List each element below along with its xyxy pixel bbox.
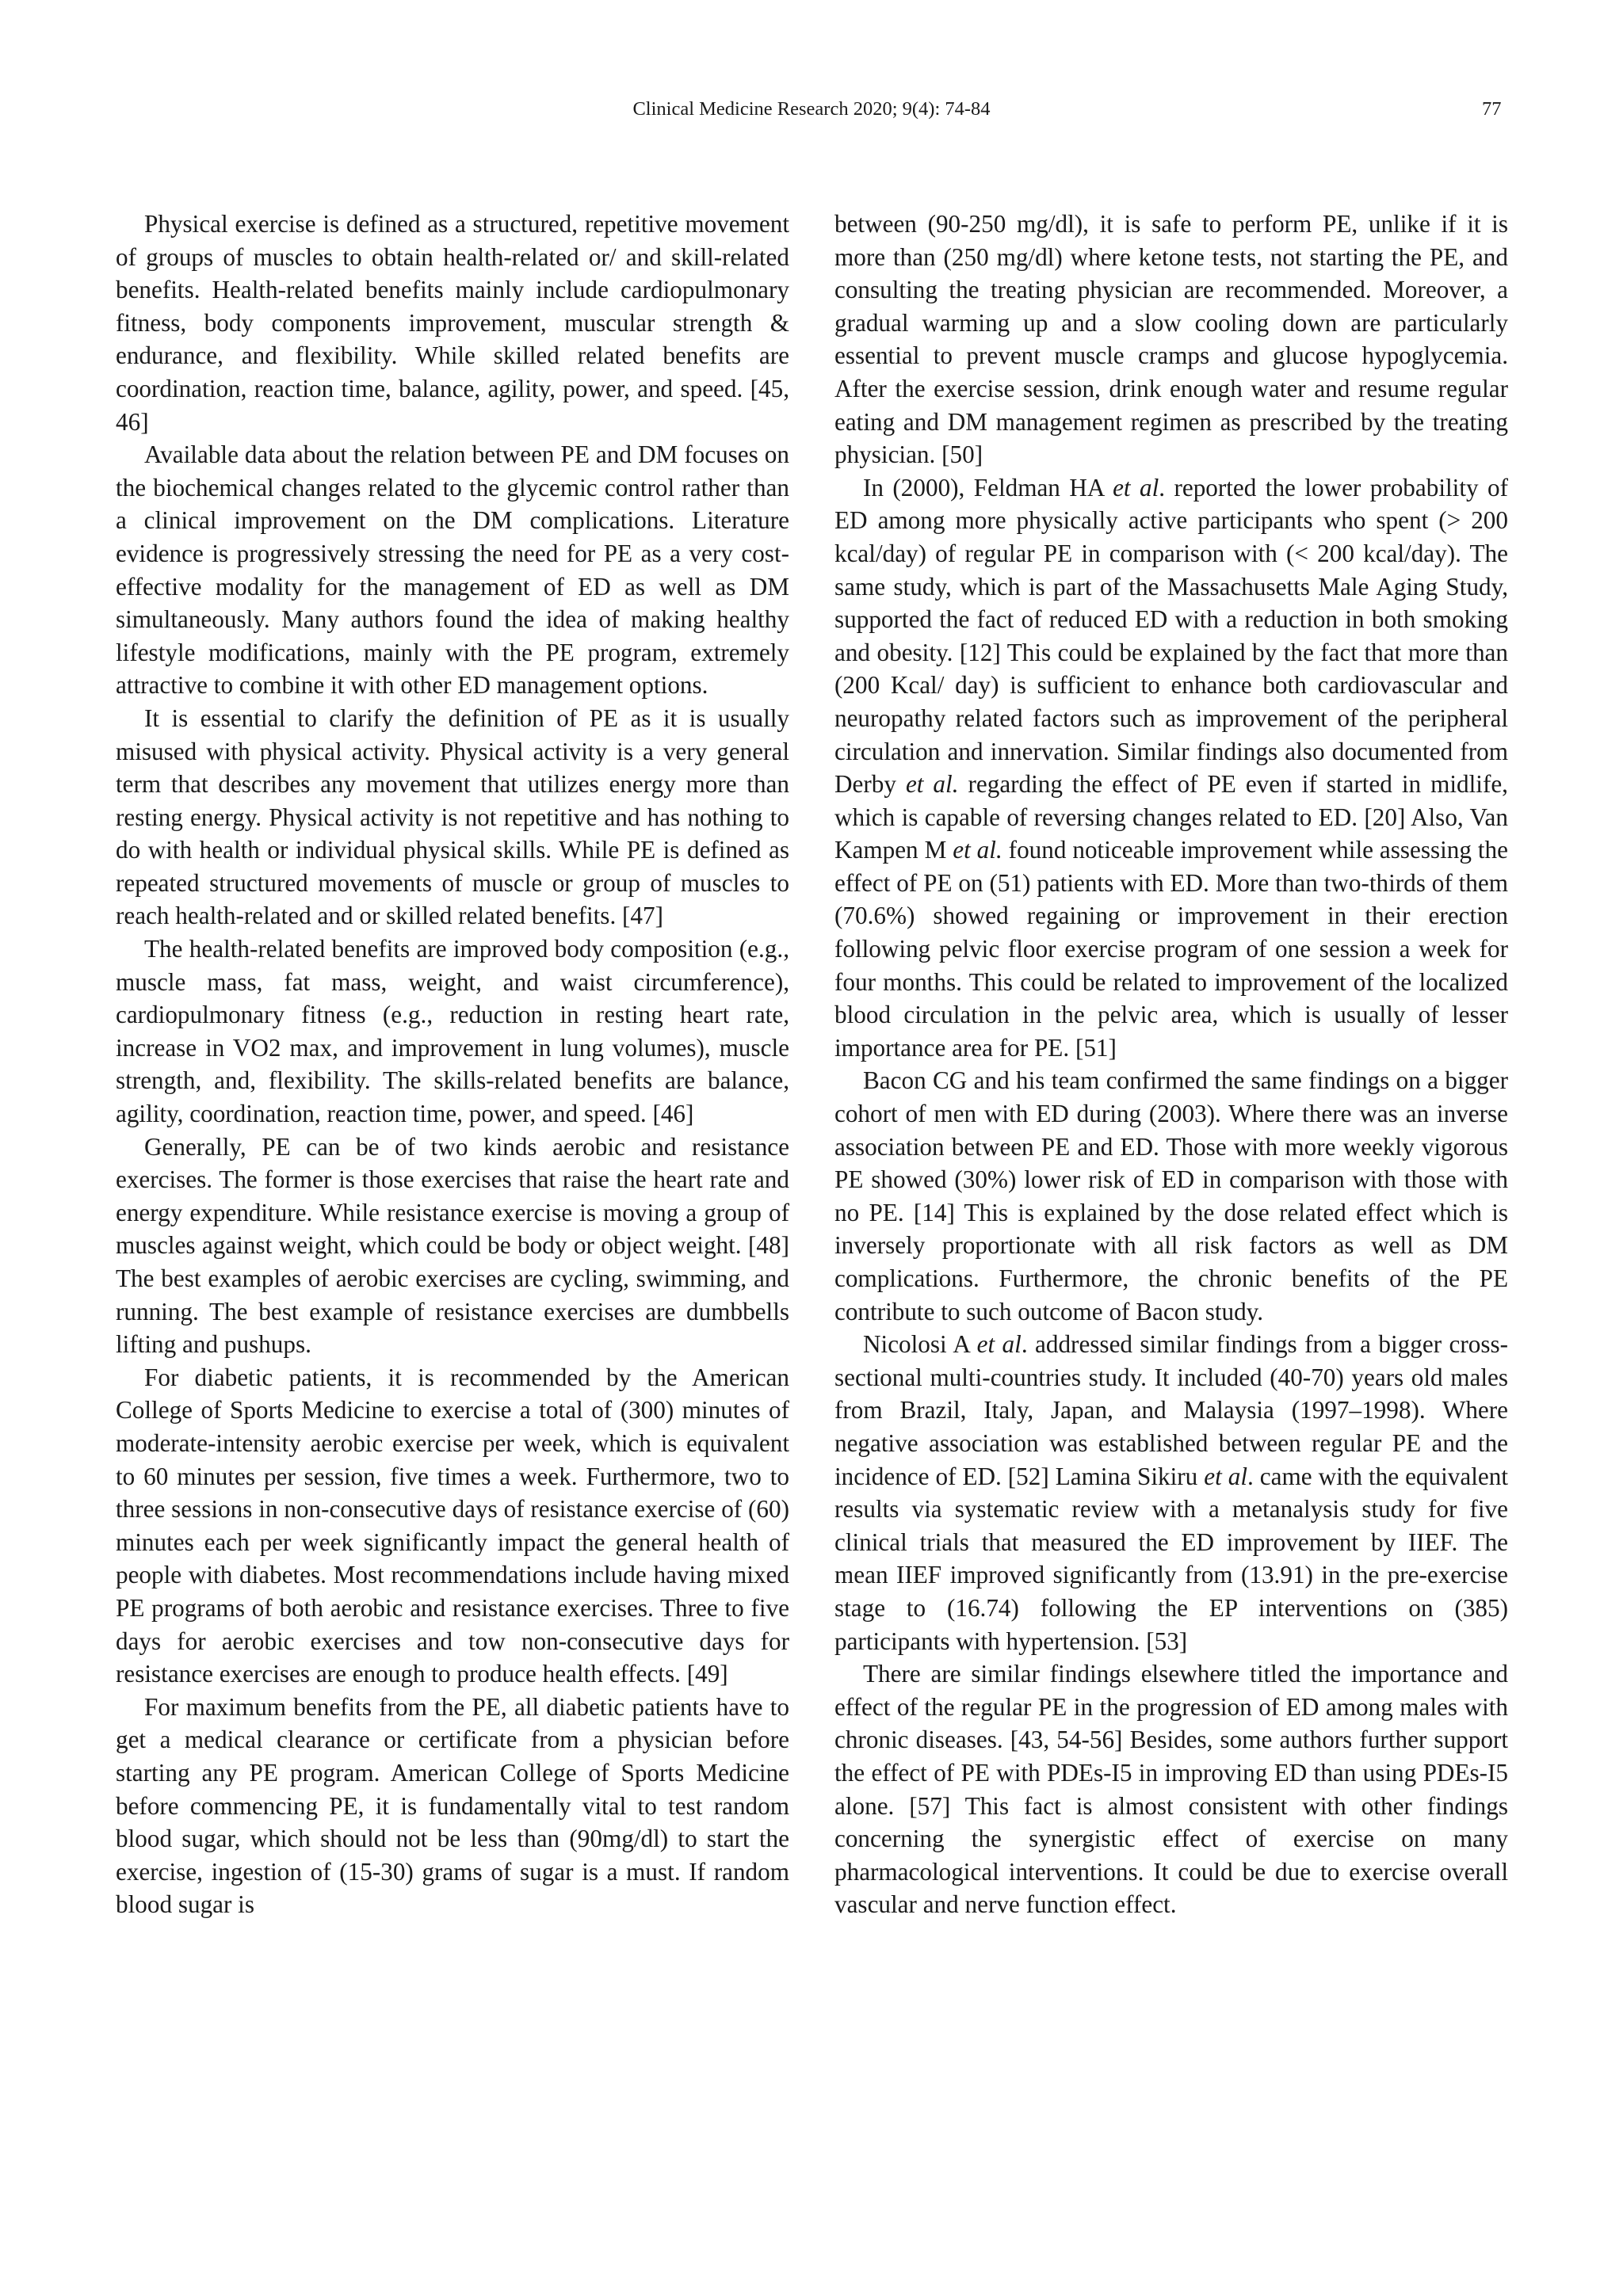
paragraph: The health-related benefits are improved body composition (e.g., muscle mass, fat mass, weight, and waist circumference), cardiopulmonary fitness (e.g., reduction in resting heart rate, increase in VO2 max, and improvement in lung volumes), muscle strength, and, flexibility. The skills-related benefits are balance, agility, coordination, reaction time, power, and speed. [46] [116, 935, 789, 1128]
text-run: In (2000), Feldman HA [863, 473, 1113, 502]
text-run: . reported the lower probability of ED among more physically active participants who spent (> 200 kcal/day) of regular PE in comparison with (< 200 kcal/day). The same study, which is part of the Massachusetts Male Aging Study, supported the fact of reduced ED with a reduction in both smoking and obesity. [12] This could be explained by the fact that more than (200 Kcal/ day) is sufficient to enhance both cardiovascular and neuropathy related factors such as improvement of the peripheral circulation and innervation. Similar findings also documented from Derby [834, 473, 1508, 799]
text-run: regarding the effect of PE even if started in midlife, which is capable of reversing changes related to ED. [20] Also, Van Kampen M [834, 770, 1508, 864]
page-number: 77 [1482, 98, 1502, 120]
text-run: Nicolosi A [863, 1330, 977, 1359]
text-run: . addressed similar findings from a bigger cross-sectional multi-countries study. It included (40-70) years old males from Brazil, Italy, Japan, and Malaysia (1997–1998). Where negative association was established between regular PE and the incidence of ED. [52] Lamina Sikiru [834, 1330, 1508, 1490]
paragraph: Physical exercise is defined as a structured, repetitive movement of groups of muscles to obtain health-related or/ and skill-related benefits. Health-related benefits mainly include cardiopulmonary fitness, body components improvement, muscular strength & endurance, and flexibility. While skilled related benefits are coordination, reaction time, balance, agility, power, and speed. [45, 46] [116, 210, 789, 436]
italic-et-al: et al. [953, 836, 1002, 864]
left-column [116, 208, 789, 1921]
italic-et-al: et al [1204, 1462, 1247, 1490]
running-header [0, 93, 1623, 125]
paragraph: Generally, PE can be of two kinds aerobic and resistance exercises. The former is those exercises that raise the heart rate and energy expenditure. While resistance exercise is moving a group of muscles against weight, which could be body or object weight. [48] The best examples of aerobic exercises are cycling, swimming, and running. The best example of resistance exercises are dumbbells lifting and pushups. [116, 1132, 789, 1359]
italic-et-al: et al [976, 1330, 1022, 1359]
paragraph: For diabetic patients, it is recommended by the American College of Sports Medicine to exercise a total of (300) minutes of moderate-intensity aerobic exercise per week, which is equivalent to 60 minutes per session, five times a week. Furthermore, two to three sessions in non-consecutive days of resistance exercise of (60) minutes each per week significantly impact the general health of people with diabetes. Most recommendations include having mixed PE programs of both aerobic and resistance exercises. Three to five days for aerobic exercises and tow non-consecutive days for resistance exercises are enough to produce health effects. [49] [116, 1363, 789, 1688]
italic-et-al: et al [1113, 473, 1159, 502]
paragraph: between (90-250 mg/dl), it is safe to perform PE, unlike if it is more than (250 mg/dl) where ketone tests, not starting the PE, and consulting the treating physician are recommended. Moreover, a gradual warming up and a slow cooling down are particularly essential to prevent muscle cramps and glucose hypoglycemia. After the exercise session, drink enough water and resume regular eating and DM management regimen as prescribed by the treating physician. [50] [834, 210, 1508, 469]
paragraph: For maximum benefits from the PE, all diabetic patients have to get a medical clearance or certificate from a physician before starting any PE program. American College of Sports Medicine before commencing PE, it is fundamentally vital to test random blood sugar, which should not be less than (90mg/dl) to start the exercise, ingestion of (15-30) grams of sugar is a must. If random blood sugar is [116, 1692, 789, 1919]
paragraph: It is essential to clarify the definition of PE as it is usually misused with physical activity. Physical activity is a very general term that describes any movement that utilizes energy more than resting energy. Physical activity is not repetitive and has nothing to do with health or individual physical skills. While PE is defined as repeated structured movements of muscle or group of muscles to reach health-related and or skilled related benefits. [47] [116, 704, 789, 930]
italic-et-al: et al. [905, 770, 959, 799]
paragraph: There are similar findings elsewhere titled the importance and effect of the regular PE in the progression of ED among males with chronic diseases. [43, 54-56] Besides, some authors further support the effect of PE with PDEs-I5 in improving ED than using PDEs-I5 alone. [57] This fact is almost consistent with other findings concerning the synergistic effect of exercise on many pharmacological interventions. It could be due to exercise overall vascular and nerve function effect. [834, 1660, 1508, 1919]
paragraph: Bacon CG and his team confirmed the same findings on a bigger cohort of men with ED during (2003). Where there was an inverse association between PE and ED. Those with more weekly vigorous PE showed (30%) lower risk of ED in comparison with those with no PE. [14] This is explained by the dose related effect which is inversely proportionate with all risk factors as well as DM complications. Furthermore, the chronic benefits of the PE contribute to such outcome of Bacon study. [834, 1066, 1508, 1325]
text-run: . came with the equivalent results via systematic review with a metanalysis study for five clinical trials that measured the ED improvement by IIEF. The mean IIEF improved significantly from (13.91) in the pre-exercise stage to (16.74) following the EP interventions on (385) participants with hypertension. [53] [834, 1462, 1508, 1655]
paragraph [834, 1328, 1508, 1657]
text-run: found noticeable improvement while assessing the effect of PE on (51) patients with ED. More than two-thirds of them (70.6%) showed regaining or improvement in their erection following pelvic floor exercise program of one session a week for four months. This could be related to improvement of the localized blood circulation in the pelvic area, which is usually of lesser importance area for PE. [51] [834, 836, 1508, 1062]
journal-citation: Clinical Medicine Research 2020; 9(4): 74-84 [632, 98, 991, 120]
right-column [834, 208, 1508, 1921]
paragraph: Available data about the relation between PE and DM focuses on the biochemical changes related to the glycemic control rather than a clinical improvement on the DM complications. Literature evidence is progressively stressing the need for PE as a very cost-effective modality for the management of ED as well as DM simultaneously. Many authors found the idea of making healthy lifestyle modifications, mainly with the PE program, extremely attractive to combine it with other ED management options. [116, 441, 789, 700]
paragraph [834, 471, 1508, 1065]
